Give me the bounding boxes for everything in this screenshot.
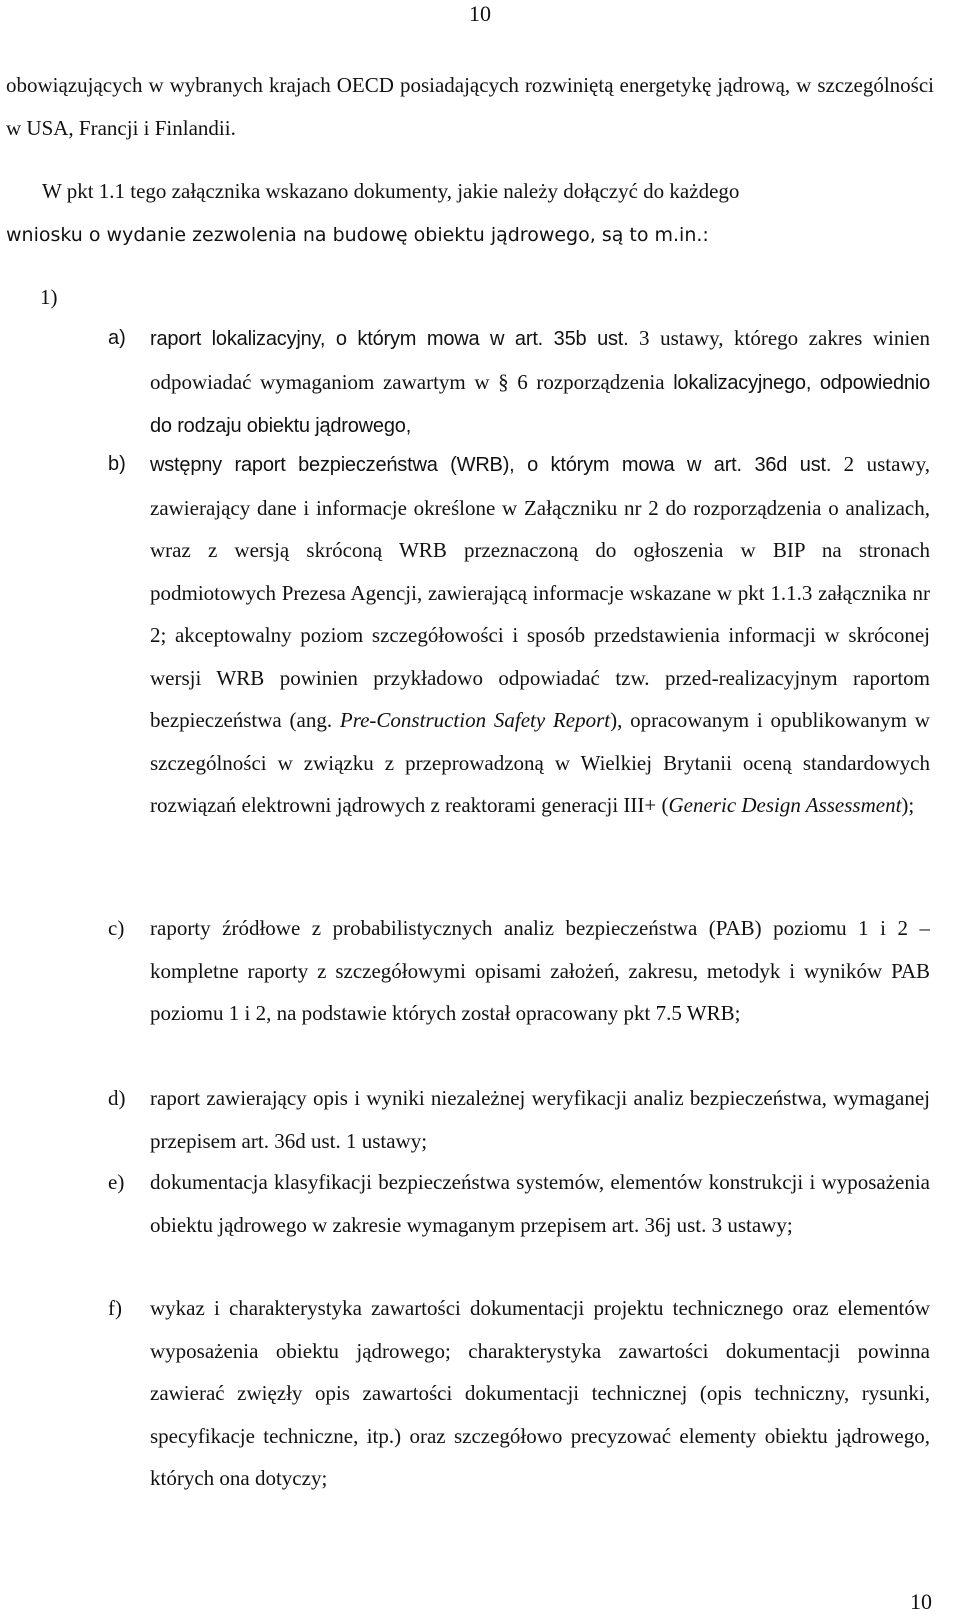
item-b-serif-2: ), opracowanym i opublikowanym w szczególności w związku z przeprowadzoną w Wielkiej Brytanii oceną standardowych rozwiązań elektrowni jądrowych z reaktorami generacji III+ ( [150, 708, 930, 817]
item-b-serif-3: ); [901, 793, 915, 817]
intro-paragraph: obowiązujących w wybranych krajach OECD posiadających rozwiniętą energetykę jądrową, w szczególności w USA, Francji i Finlandii. [6, 73, 934, 140]
list-item-body: wykaz i charakterystyka zawartości dokumentacji projektu technicznego oraz elementów wyposażenia obiektu jądrowego; charakterystyka zawartości dokumentacji powinna zawierać zwięzły opis zawartości dokumentacji technicznej (opis techniczny, rysunki, specyfikacje techniczne, itp.) oraz szczegółowo precyzować elementy obiektu jądrowego, których ona dotyczy; [150, 1296, 930, 1490]
list-item-letter: a) [108, 327, 126, 349]
list-item-a [108, 317, 930, 448]
list-item-body [150, 443, 930, 827]
list-number: 1) [40, 285, 58, 309]
list-item-body: dokumentacja klasyfikacji bezpieczeństwa systemów, elementów konstrukcji i wyposażenia obiektu jądrowego w zakresie wymaganym przepisem art. 36j ust. 3 ustawy; [150, 1170, 930, 1237]
paragraph-2-end: wniosku o wydanie zezwolenia na budowę obiektu jądrowego, są to m.in.: [6, 224, 709, 246]
list-item-letter: e) [108, 1170, 125, 1194]
list-item-body [150, 317, 930, 448]
list-item-f [108, 1287, 930, 1500]
list-item-c [108, 907, 930, 1035]
item-a-tail: lokalizacyjnego, odpowiednio do rodzaju obiektu jądrowego, [150, 371, 930, 437]
item-b-italic-2: Generic Design Assessment [668, 793, 902, 817]
item-b-serif: 2 ustawy, zawierający dane i informacje określone w Załączniku nr 2 do rozporządzenia o analizach, wraz z wersją skróconą WRB przeznaczoną do ogłoszenia w BIP na stronach podmiotowych Prezesa Agencji, zawierającą informacje wskazane w pkt 1.1.3 załącznika nr 2; akceptowalny poziom szczegółowości i sposób przedstawienia informacji w skróconej wersji WRB powinien przykładowo odpowiadać tzw. przed-realizacyjnym raportom bezpieczeństwa (ang. [150, 452, 930, 732]
list-item-body: raport zawierający opis i wyniki niezależnej weryfikacji analiz bezpieczeństwa, wymaganej przepisem art. 36d ust. 1 ustawy; [150, 1086, 930, 1153]
item-b-italic-1: Pre-Construction Safety Report [339, 708, 611, 732]
list-item-e [108, 1161, 930, 1246]
item-b-sans: wstępny raport bezpieczeństwa (WRB), o którym mowa w art. 36d ust. [150, 454, 832, 476]
list-item-body: raporty źródłowe z probabilistycznych analiz bezpieczeństwa (PAB) poziomu 1 i 2 – kompletne raporty z szczegółowymi opisami założeń, zakresu, metodyk i wyników PAB poziomu 1 i 2, na podstawie których został opracowany pkt 7.5 WRB; [150, 916, 930, 1025]
paragraph-2 [6, 170, 934, 257]
list-item-letter: b) [108, 453, 126, 475]
list-item-b [108, 443, 930, 827]
list-item-letter: d) [108, 1086, 126, 1110]
item-a-sans: raport lokalizacyjny, o którym mowa w art. 35b ust. [150, 328, 629, 350]
list-item-letter: c) [108, 916, 125, 940]
list-item-d [108, 1077, 930, 1162]
paragraph-2-start: W pkt 1.1 tego załącznika wskazano dokumenty, jakie należy dołączyć do każdego [42, 179, 740, 203]
page-number-bottom: 10 [910, 1589, 932, 1614]
list-item-letter: f) [108, 1296, 122, 1320]
item-a-serif: 3 ustawy, którego zakres winien odpowiadać wymaganiom zawartym w § 6 rozporządzenia [150, 326, 930, 394]
page-number-top: 10 [469, 1, 491, 26]
